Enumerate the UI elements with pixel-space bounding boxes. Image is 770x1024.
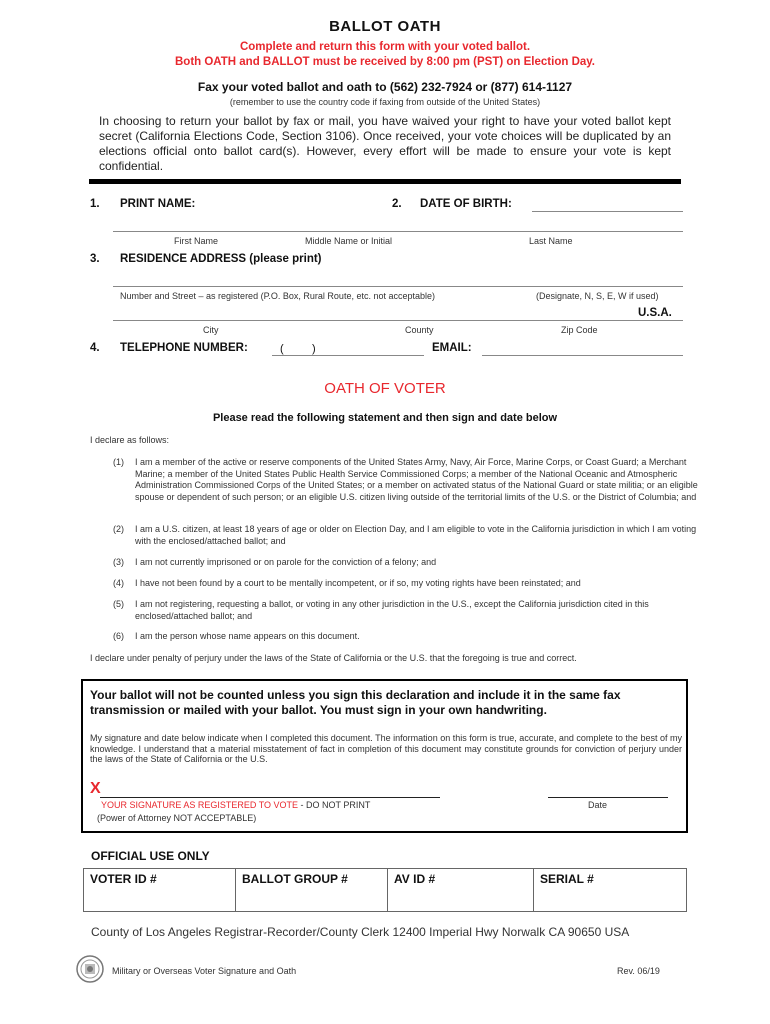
signature-warning: Your ballot will not be counted unless you sign this declaration and include it in the same fax transmission or mailed with your ballot. You must sign in your own handwriting. (90, 688, 621, 717)
oath-item-number: (6) (113, 631, 124, 641)
signature-label-rest: - DO NOT PRINT (298, 800, 371, 810)
item-number-1: 1. (90, 198, 100, 210)
first-name-hint: First Name (174, 236, 219, 246)
oath-item-number: (2) (113, 524, 124, 534)
country-usa: U.S.A. (638, 307, 672, 319)
form-title: BALLOT OATH (329, 18, 441, 35)
residence-address-label: RESIDENCE ADDRESS (please print) (120, 253, 322, 265)
area-code-close: ) (312, 343, 316, 355)
av-id-cell: AV ID # (388, 869, 534, 911)
dob-label: DATE OF BIRTH: (420, 198, 512, 210)
fax-note: (remember to use the country code if faxing from outside of the United States) (229, 97, 541, 107)
oath-item-4 (113, 578, 713, 590)
oath-item-3 (113, 557, 713, 569)
county-seal-icon (76, 955, 104, 983)
area-code-open: ( (280, 343, 284, 355)
instruction-line-2: Both OATH and BALLOT must be received by 8:00 pm (PST) on Election Day. (174, 56, 596, 68)
signature-label (101, 800, 370, 810)
oath-title: OATH OF VOTER (324, 380, 446, 397)
signature-statement: My signature and date below indicate when I completed this document. The information on this form is true, accurate, and complete to the best of my knowledge. I understand that a material misstatement of fact in completion of this document may constitute grounds for conviction of perjury under the laws of the State of California or the U.S. (90, 733, 682, 764)
item-number-3: 3. (90, 253, 100, 265)
signature-field[interactable] (100, 797, 440, 798)
date-field[interactable] (548, 797, 668, 798)
telephone-label: TELEPHONE NUMBER: (120, 342, 248, 354)
city-hint: City (203, 325, 219, 335)
street-address-field[interactable] (113, 286, 683, 287)
oath-item-text: I am a U.S. citizen, at least 18 years of age or older on Election Day, and I am eligible to vote in the California jurisdiction in which I am voting with the enclosed/attached ballot; and (135, 524, 697, 546)
oath-item-text: I have not been found by a court to be mentally incompetent, or if so, my voting rights have been reinstated; and (135, 578, 581, 588)
middle-name-hint: Middle Name or Initial (305, 236, 393, 246)
oath-item-2 (113, 524, 713, 548)
declare-intro: I declare as follows: (90, 435, 170, 445)
poa-note: (Power of Attorney NOT ACCEPTABLE) (97, 813, 257, 823)
oath-item-number: (5) (113, 599, 124, 609)
fax-numbers: Fax your voted ballot and oath to (562) 232-7924 or (877) 614-1127 (197, 80, 573, 94)
section-divider (89, 179, 681, 184)
official-use-heading: OFFICIAL USE ONLY (91, 849, 210, 863)
voter-id-cell: VOTER ID # (84, 869, 236, 911)
oath-item-number: (4) (113, 578, 124, 588)
zip-hint: Zip Code (561, 325, 598, 335)
signature-label-emphasis: YOUR SIGNATURE AS REGISTERED TO VOTE (101, 800, 299, 810)
oath-item-number: (1) (113, 457, 124, 467)
oath-item-text: I am not registering, requesting a ballot, or voting in any other jurisdiction in the U.S., except the California jurisdiction cited in this enclosed/attached ballot; and (135, 599, 649, 621)
last-name-hint: Last Name (529, 236, 573, 246)
city-county-zip-field[interactable] (113, 320, 683, 321)
county-hint: County (405, 325, 434, 335)
oath-item-1 (113, 457, 713, 515)
form-name: Military or Overseas Voter Signature and Oath (112, 966, 297, 976)
oath-item-text: I am a member of the active or reserve components of the United States Army, Navy, Air Force, Marine Corps, or Coast Guard; a Merchant Marine; a member of the United States Public Health Service Commissioned Corps; a member of the National Oceanic and Atmospheric Administration Commissioned Corps of the United States; or a member on activated status of the National Guard or state militia; or an eligible spouse or dependent of such person; or an eligible U.S. citizen living outside of the territorial limits of the U.S. or the District of Columbia; and (135, 457, 698, 502)
oath-item-number: (3) (113, 557, 124, 567)
name-field[interactable] (113, 231, 683, 232)
oath-item-text: I am the person whose name appears on this document. (135, 631, 360, 641)
item-number-2: 2. (392, 198, 402, 210)
oath-item-6 (113, 631, 713, 643)
oath-item-5 (113, 599, 713, 623)
read-instruction: Please read the following statement and then sign and date below (212, 412, 558, 424)
oath-item-text: I am not currently imprisoned or on parole for the conviction of a felony; and (135, 557, 437, 567)
street-hint: Number and Street – as registered (P.O. Box, Rural Route, etc. not acceptable) (120, 291, 435, 301)
official-use-table (83, 868, 687, 912)
ballot-group-cell: BALLOT GROUP # (236, 869, 388, 911)
serial-cell: SERIAL # (540, 872, 594, 886)
intro-paragraph: In choosing to return your ballot by fax or mail, you have waived your right to have your voted ballot kept secret (California Elections Code, Section 3106). Once received, your vote choices will be duplicated by an elections official onto ballot card(s). However, every effort will be made to ensure your vote is kept confidential. (99, 114, 671, 173)
email-field[interactable] (482, 355, 683, 356)
county-address: County of Los Angeles Registrar-Recorder/County Clerk 12400 Imperial Hwy Norwalk CA 90650 USA (91, 925, 630, 939)
date-label: Date (588, 800, 608, 810)
instruction-line-1: Complete and return this form with your voted ballot. (239, 41, 531, 53)
designate-hint: (Designate, N, S, E, W if used) (536, 291, 659, 301)
revision: Rev. 06/19 (617, 966, 660, 976)
telephone-field[interactable] (272, 355, 424, 356)
perjury-statement: I declare under penalty of perjury under the laws of the State of California or the U.S. that the foregoing is true and correct. (90, 653, 577, 663)
print-name-label: PRINT NAME: (120, 198, 196, 210)
dob-field[interactable] (532, 211, 683, 212)
email-label: EMAIL: (432, 342, 472, 354)
item-number-4: 4. (90, 342, 100, 354)
signature-x-mark: X (90, 780, 101, 797)
